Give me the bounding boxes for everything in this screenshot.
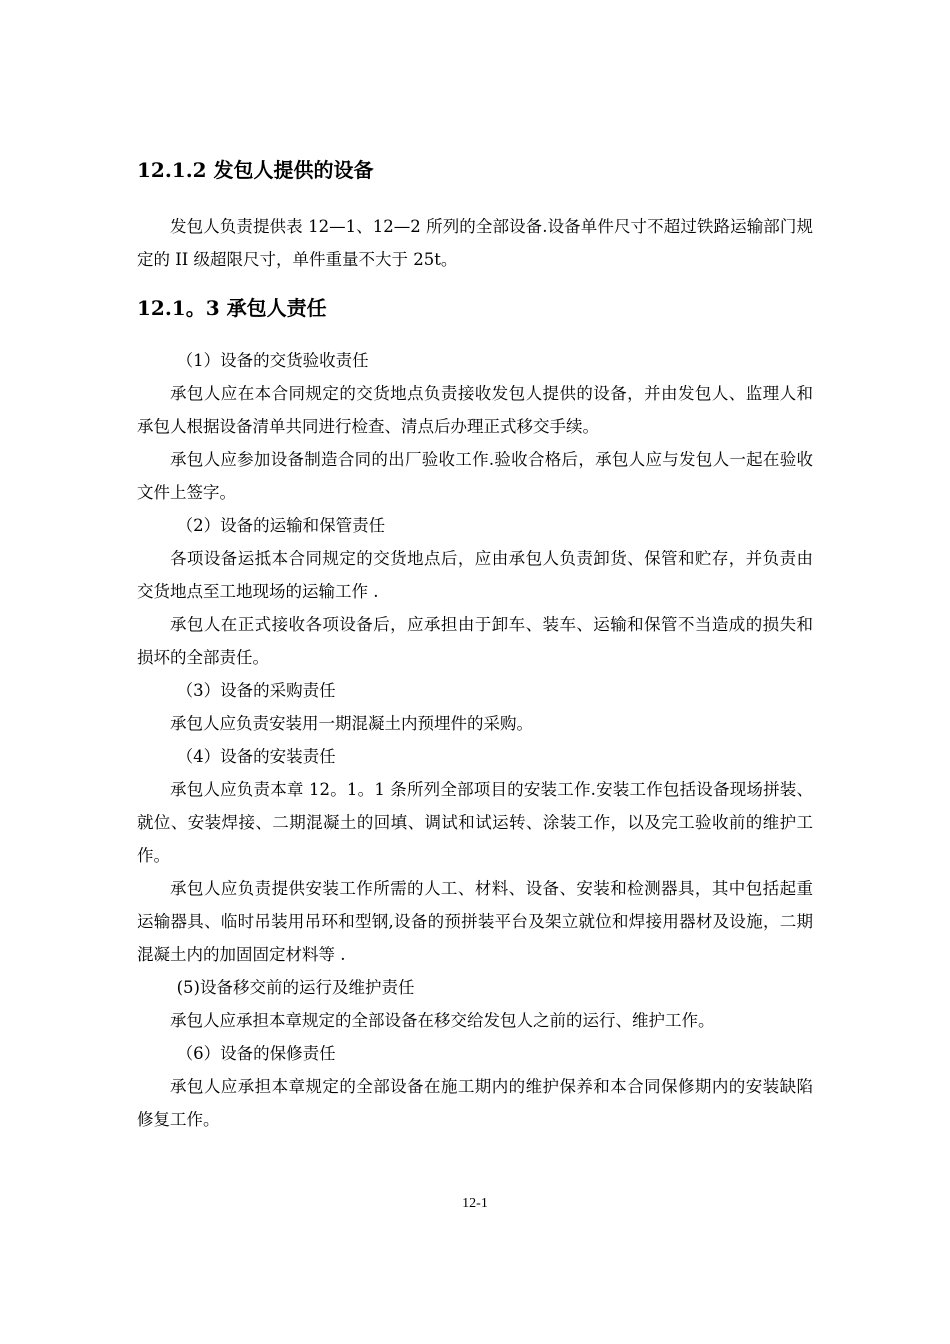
- item-title-4: （4）设备的安装责任: [176, 747, 336, 766]
- section-heading-12-1-3: 12.1。3 承包人责任: [137, 296, 327, 320]
- item-title-2: （2）设备的运输和保管责任: [176, 516, 386, 535]
- item-title-1: （1）设备的交货验收责任: [176, 351, 369, 370]
- item-title-5: (5)设备移交前的运行及维护责任: [176, 978, 415, 997]
- paragraph: 承包人应参加设备制造合同的出厂验收工作.验收合格后，承包人应与发包人一起在验收文件上签字。: [137, 450, 813, 502]
- paragraph: 承包人在正式接收各项设备后，应承担由于卸车、装车、运输和保管不当造成的损失和损坏的全部责任。: [137, 615, 813, 667]
- document-body: [137, 150, 813, 1136]
- paragraph: 发包人负责提供表 12—1、12—2 所列的全部设备.设备单件尺寸不超过铁路运输部门规定的 II 级超限尺寸，单件重量不大于 25t。: [137, 217, 813, 269]
- paragraph: 承包人应负责安装用一期混凝土内预埋件的采购。: [170, 714, 533, 733]
- paragraph: 各项设备运抵本合同规定的交货地点后，应由承包人负责卸货、保管和贮存，并负责由交货地点至工地现场的运输工作 .: [137, 549, 813, 601]
- paragraph: 承包人应负责提供安装工作所需的人工、材料、设备、安装和检测器具，其中包括起重运输器具、临时吊装用吊环和型钢,设备的预拼装平台及架立就位和焊接用器材及设施，二期混凝土内的加固固定材料等 .: [137, 879, 813, 964]
- item-title-3: （3）设备的采购责任: [176, 681, 336, 700]
- paragraph: 承包人应承担本章规定的全部设备在移交给发包人之前的运行、维护工作。: [170, 1011, 715, 1030]
- paragraph: 承包人应承担本章规定的全部设备在施工期内的维护保养和本合同保修期内的安装缺陷修复工作。: [137, 1077, 813, 1129]
- paragraph: 承包人应负责本章 12。1。1 条所列全部项目的安装工作.安装工作包括设备现场拼装、就位、安装焊接、二期混凝土的回填、调试和试运转、涂装工作，以及完工验收前的维护工作。: [137, 780, 813, 865]
- section-heading-12-1-2: 12.1.2 发包人提供的设备: [137, 158, 374, 182]
- paragraph: 承包人应在本合同规定的交货地点负责接收发包人提供的设备，并由发包人、监理人和承包人根据设备清单共同进行检查、清点后办理正式移交手续。: [137, 384, 813, 436]
- page-number: 12-1: [462, 1196, 488, 1211]
- item-title-6: （6）设备的保修责任: [176, 1044, 336, 1063]
